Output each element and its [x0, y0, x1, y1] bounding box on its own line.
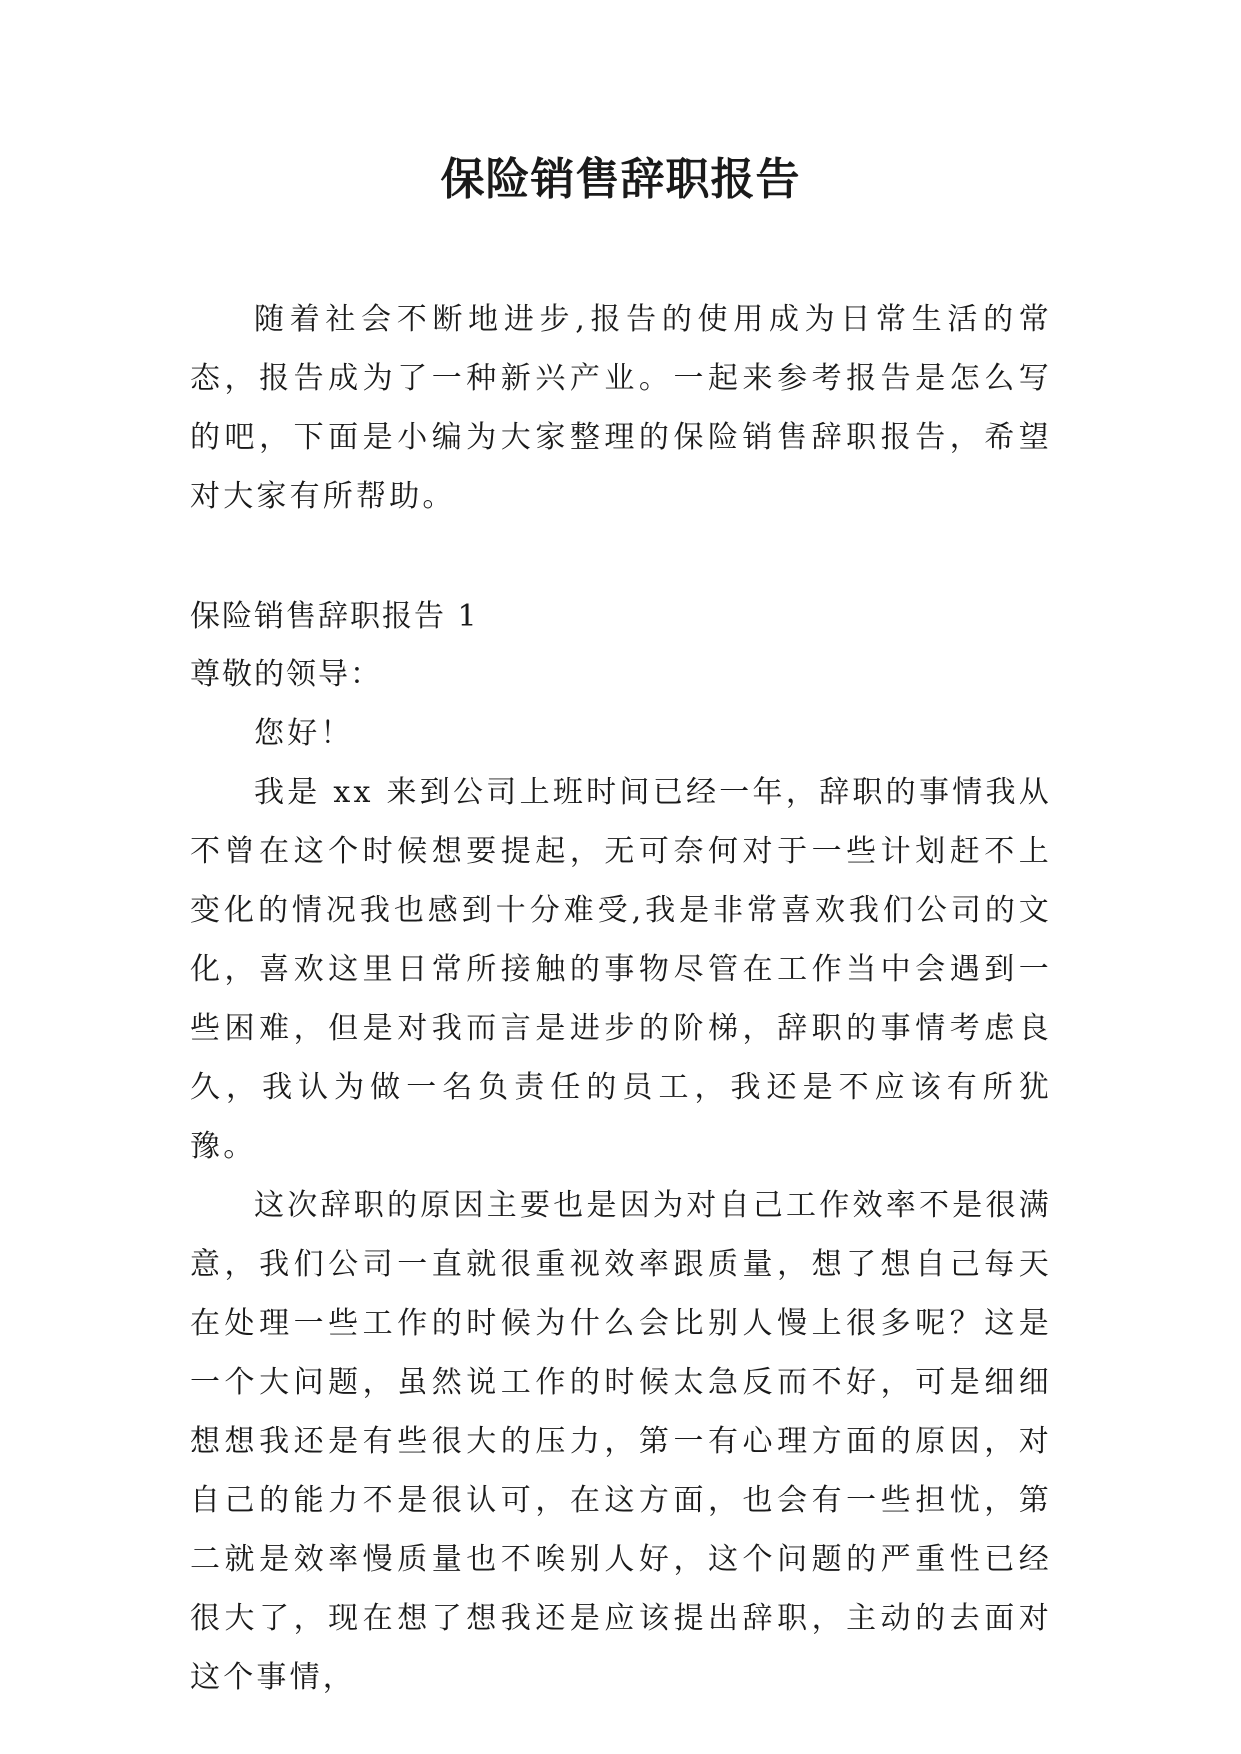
- spacer: [190, 526, 1052, 588]
- intro-paragraph: 随着社会不断地进步,报告的使用成为日常生活的常态，报告成为了一种新兴产业。一起来参考报告是怎么写的吧，下面是小编为大家整理的保险销售辞职报告，希望对大家有所帮助。: [190, 302, 1052, 514]
- greeting: 您好！: [254, 716, 354, 751]
- document-title: 保险销售辞职报告: [440, 154, 801, 205]
- body-paragraph: 我是 xx 来到公司上班时间已经一年，辞职的事情我从不曾在这个时候想要提起，无可奈何对于一些计划赶不上变化的情况我也感到十分难受,我是非常喜欢我们公司的文化，喜欢这里日常所接触的事物尽管在工作当中会遇到一些困难，但是对我而言是进步的阶梯，辞职的事情考虑良久，我认为做一名负责任的员工，我还是不应该有所犹豫。: [190, 775, 1052, 1164]
- section-title: 保险销售辞职报告 1: [190, 599, 479, 634]
- salutation: 尊敬的领导：: [190, 657, 382, 692]
- body-paragraph: 这次辞职的原因主要也是因为对自己工作效率不是很满意，我们公司一直就很重视效率跟质量，想了想自己每天在处理一些工作的时候为什么会比别人慢上很多呢？这是一个大问题，虽然说工作的时候太急反而不好，可是细细想想我还是有些很大的压力，第一有心理方面的原因，对自己的能力不是很认可，在这方面，也会有一些担忧，第二就是效率慢质量也不唉别人好，这个问题的严重性已经很大了，现在想了想我还是应该提出辞职，主动的去面对这个事情，: [190, 1188, 1052, 1695]
- document-body: [190, 290, 1052, 1707]
